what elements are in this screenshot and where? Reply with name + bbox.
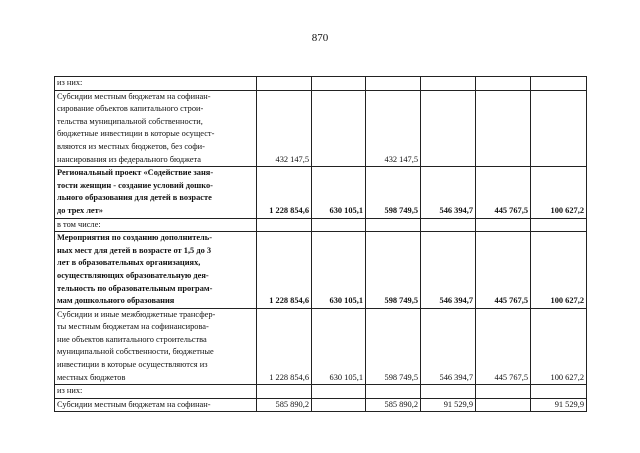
value-cell <box>312 77 366 91</box>
description-line: ние объектов капитального строительства <box>57 334 207 344</box>
table-row <box>55 385 587 399</box>
value-cell <box>476 77 531 91</box>
row-description <box>55 167 257 218</box>
description-line: сирование объектов капитального строи- <box>57 104 204 114</box>
value-cell: 432 147,5 <box>257 90 312 167</box>
row-description <box>55 308 257 385</box>
description-line: муниципальной собственности, бюджетные <box>57 347 214 357</box>
description-line: инвестиции в которые осуществляются из <box>57 360 208 370</box>
row-description <box>55 77 257 91</box>
value-cell <box>312 385 366 399</box>
table-row <box>55 232 587 309</box>
value-cell: 100 627,2 <box>531 308 587 385</box>
value-cell <box>257 385 312 399</box>
description-line: мам дошкольного образования <box>57 296 175 306</box>
value-cell: 585 890,2 <box>366 398 421 412</box>
description-line: ных мест для детей в возрасте от 1,5 до 3 <box>57 245 212 255</box>
row-description <box>55 90 257 167</box>
value-cell: 1 228 854,6 <box>257 308 312 385</box>
value-cell <box>312 398 366 412</box>
value-cell: 546 394,7 <box>421 167 476 218</box>
value-cell <box>366 77 421 91</box>
value-cell: 630 105,1 <box>312 308 366 385</box>
value-cell: 445 767,5 <box>476 167 531 218</box>
table-row <box>55 167 587 218</box>
description-line: бюджетные инвестиции в которые осущест- <box>57 129 215 139</box>
description-line: ты местным бюджетам на софинансирова- <box>57 322 209 332</box>
description-line: тости женщин - создание условий дошко- <box>57 180 213 190</box>
value-cell: 91 529,9 <box>531 398 587 412</box>
description-line: из них: <box>57 386 83 396</box>
value-cell <box>531 385 587 399</box>
description-line: местных бюджетов <box>57 372 126 382</box>
value-cell: 432 147,5 <box>366 90 421 167</box>
description-line: в том числе: <box>57 219 101 229</box>
value-cell: 445 767,5 <box>476 308 531 385</box>
row-description <box>55 218 257 232</box>
value-cell <box>312 90 366 167</box>
value-cell: 598 749,5 <box>366 167 421 218</box>
value-cell <box>476 398 531 412</box>
value-cell: 598 749,5 <box>366 308 421 385</box>
value-cell <box>531 218 587 232</box>
value-cell: 585 890,2 <box>257 398 312 412</box>
value-cell: 91 529,9 <box>421 398 476 412</box>
table-row <box>55 398 587 412</box>
description-line: Субсидии и иные межбюджетные трансфер- <box>57 309 216 319</box>
row-description <box>55 398 257 412</box>
description-line: нансирования из федерального бюджета <box>57 154 202 164</box>
value-cell <box>531 90 587 167</box>
description-line: тельность по образовательным програм- <box>57 283 213 293</box>
value-cell: 546 394,7 <box>421 308 476 385</box>
value-cell: 100 627,2 <box>531 232 587 309</box>
row-description <box>55 385 257 399</box>
value-cell <box>366 385 421 399</box>
value-cell: 1 228 854,6 <box>257 232 312 309</box>
description-line: Региональный проект «Содействие заня- <box>57 168 214 178</box>
description-line: лет в образовательных организациях, <box>57 258 201 268</box>
page-number: 870 <box>311 32 329 44</box>
value-cell <box>421 90 476 167</box>
budget-table <box>54 76 587 412</box>
value-cell: 630 105,1 <box>312 167 366 218</box>
description-line: осуществляющих образовательную дея- <box>57 270 209 280</box>
value-cell <box>257 77 312 91</box>
description-line: Мероприятия по созданию дополнитель- <box>57 233 212 243</box>
value-cell: 630 105,1 <box>312 232 366 309</box>
value-cell <box>476 385 531 399</box>
value-cell <box>476 218 531 232</box>
value-cell <box>421 218 476 232</box>
value-cell: 1 228 854,6 <box>257 167 312 218</box>
table-row <box>55 218 587 232</box>
value-cell: 445 767,5 <box>476 232 531 309</box>
value-cell: 598 749,5 <box>366 232 421 309</box>
description-line: тельства муниципальной собственности, <box>57 116 203 126</box>
value-cell: 100 627,2 <box>531 167 587 218</box>
value-cell <box>366 218 421 232</box>
table-row <box>55 77 587 91</box>
value-cell <box>531 77 587 91</box>
description-line: из них: <box>57 78 83 87</box>
value-cell <box>312 218 366 232</box>
value-cell <box>476 90 531 167</box>
value-cell <box>421 77 476 91</box>
table-row <box>55 90 587 167</box>
description-line: льного образования для детей в возрасте <box>57 193 212 203</box>
row-description <box>55 232 257 309</box>
value-cell <box>257 218 312 232</box>
description-line: до трех лет» <box>57 205 103 215</box>
value-cell <box>421 385 476 399</box>
table-row <box>55 308 587 385</box>
value-cell: 546 394,7 <box>421 232 476 309</box>
description-line: Субсидии местным бюджетам на софинан- <box>57 399 211 409</box>
description-line: Субсидии местным бюджетам на софинан- <box>57 91 211 101</box>
description-line: вляются из местных бюджетов, без софи- <box>57 141 205 151</box>
